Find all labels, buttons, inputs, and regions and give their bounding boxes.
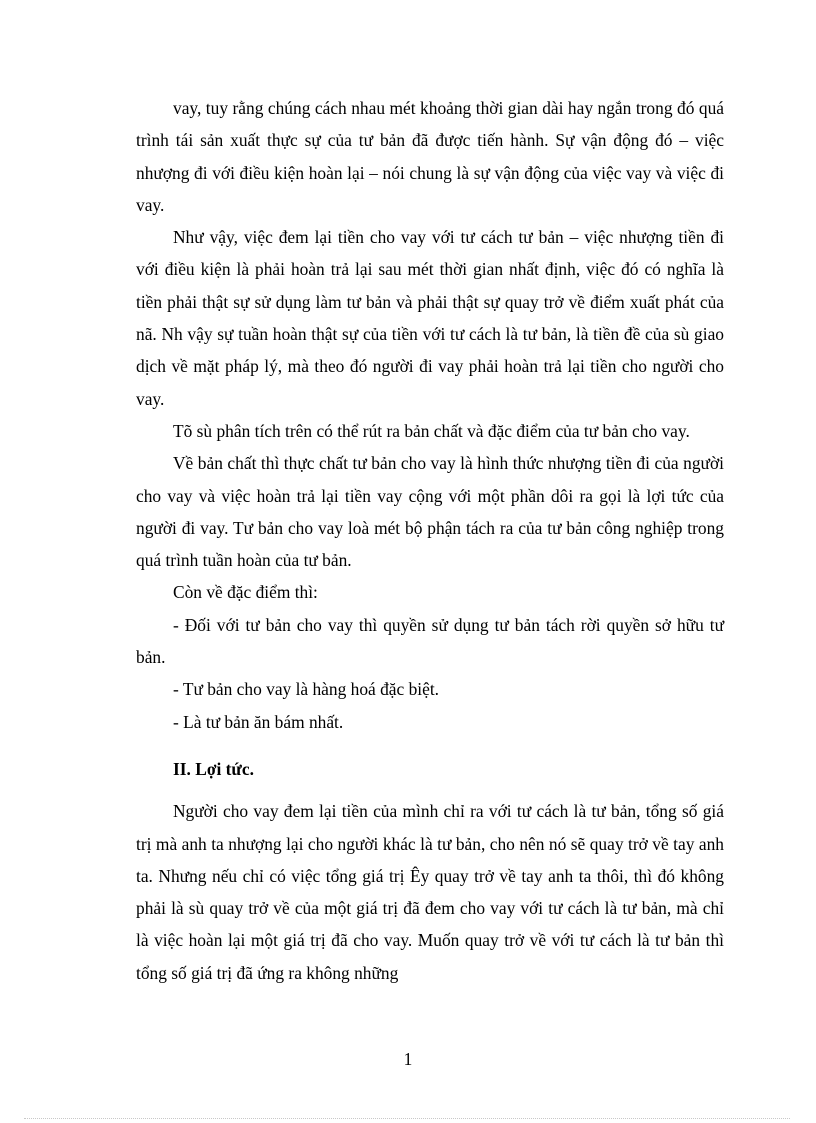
text-line: Như vậy, việc đem lại tiền cho vay với tư cách tư bản – việc nhượng	[173, 227, 673, 248]
paragraph	[136, 673, 724, 705]
footer-dotted-rule	[24, 1118, 790, 1119]
text-line: tiền đi với điều kiện là phải hoàn trả lại sau mét thời gian nhất định, việc đó	[136, 227, 724, 280]
text-line: phải hoàn trả lại tiền cho người cho vay.	[136, 356, 724, 409]
text-line: Người cho vay đem lại tiền của mình chỉ ra với tư cách là tư bản, tổng	[173, 801, 677, 822]
text-line: của người cho vay và việc hoàn trả lại tiền vay cộng với một phần dôi ra gọi	[136, 453, 725, 506]
text-line: Tõ sù phân tích trên có thể rút ra bản chất và đặc điểm của tư bản cho	[173, 420, 658, 441]
page-number: 1	[403, 1049, 413, 1069]
text-line: số giá trị mà anh ta nhượng lại cho người khác là tư bản, cho nên nó sẽ quay	[136, 801, 724, 854]
text-line: động đó – việc nhượng đi với điều kiện hoàn lại – nói chung là sự vận động	[136, 130, 724, 183]
paragraph	[136, 92, 724, 221]
text-line: tư bản, là tiền đề của sù giao dịch về mặt pháp lý, mà theo đó người đi vay	[136, 324, 724, 377]
text-line: bản công nghiệp trong quá trình tuần hoàn của tư bản.	[136, 517, 724, 571]
paragraph	[136, 706, 724, 738]
paragraph	[136, 447, 724, 576]
text-line: Còn về đặc điểm thì:	[173, 582, 318, 603]
paragraph	[136, 609, 724, 674]
paragraph	[136, 576, 724, 608]
text-line: là lợi tức của người đi vay. Tư bản cho vay loà mét bộ phận tách ra của tư	[136, 485, 724, 538]
text-line: điểm xuất phát của nã. Nh vậy sự tuần hoàn thật sự của tiền với tư cách là	[136, 291, 724, 345]
text-line: hữu tư bản.	[136, 614, 725, 668]
paragraphs-before-heading	[136, 92, 724, 738]
text-line: quay trở về với tư cách là tư bản thì tổng số giá trị đã ứng ra không những	[136, 930, 724, 983]
paragraph	[136, 221, 724, 415]
paragraphs-after-heading	[136, 795, 724, 989]
text-line: Về bản chất thì thực chất tư bản cho vay là hình thức nhượng tiền đi	[173, 453, 650, 474]
text-line: ta thôi, thì đó không phải là sù quay trở về của một giá trị đã đem cho vay	[136, 865, 724, 919]
paragraph	[136, 795, 724, 989]
section-heading: II. Lợi tức.	[173, 758, 254, 779]
text-line: - Đối với tư bản cho vay thì quyền sử dụng tư bản tách rời quyền sở	[173, 614, 671, 635]
body-text	[136, 92, 724, 989]
text-line: - Tư bản cho vay là hàng hoá đặc biệt.	[173, 679, 440, 700]
text-line: với tư cách là tư bản, mà chỉ là việc hoàn lại một giá trị đã cho vay. Muốn	[136, 898, 724, 951]
text-line: của việc vay và việc đi vay.	[136, 162, 724, 215]
text-line: có nghĩa là tiền phải thật sự sử dụng làm tư bản và phải thật sự quay trở về	[136, 259, 724, 312]
text-line: trở về tay anh ta. Nhưng nếu chỉ có việc tổng giá trị Êy quay trở về tay anh	[136, 833, 724, 886]
text-line: trong đó quá trình tái sản xuất thực sự của tư bản đã được tiến hành. Sự vận	[136, 98, 724, 151]
text-line: - Là tư bản ăn bám nhất.	[173, 711, 344, 732]
paragraph	[136, 415, 724, 447]
text-line: vay, tuy rằng chúng cách nhau mét khoảng thời gian dài hay ngắn	[173, 98, 632, 118]
text-line: vay.	[661, 420, 690, 441]
